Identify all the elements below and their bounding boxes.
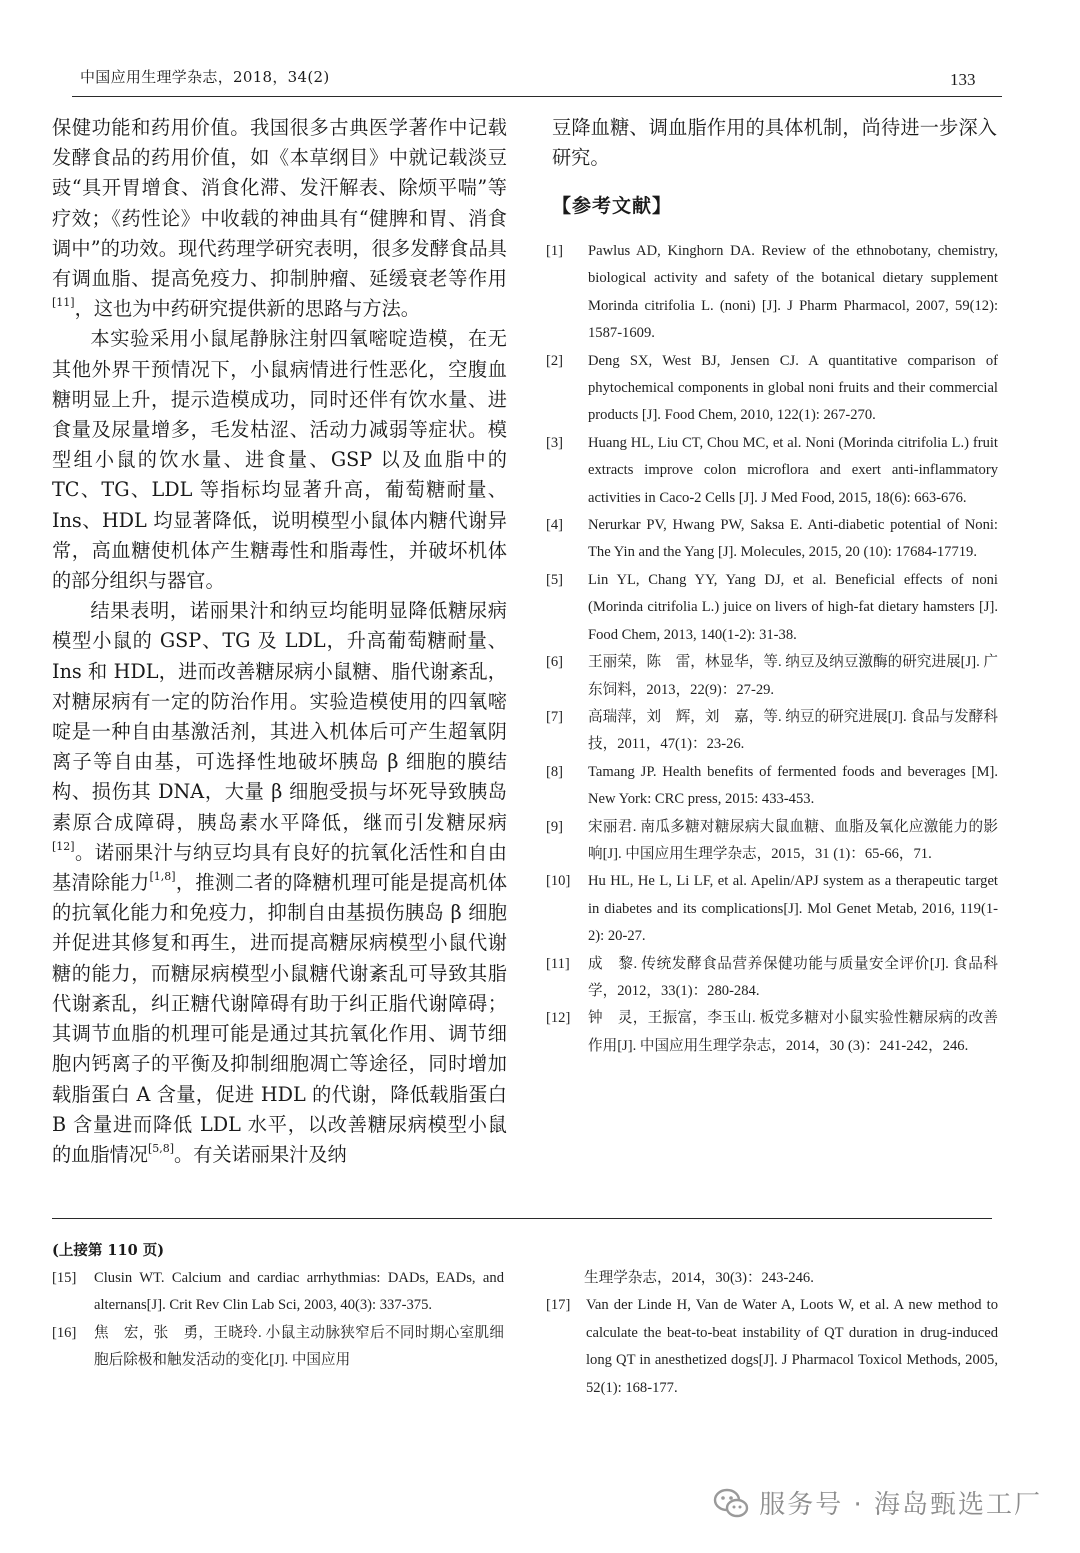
journal-header: 中国应用生理学杂志，2018，34(2)	[80, 68, 330, 86]
reference-text: Tamang JP. Health benefits of fermented foods and beverages [M]. New York: CRC press, 2015: 433-453.	[588, 763, 998, 808]
reference-text: 高瑞萍，刘 辉，刘 嘉，等. 纳豆的研究进展[J]. 食品与发酵科技，2011，47(1)：23-26.	[588, 708, 998, 753]
reference-number: [3]	[546, 434, 564, 451]
reference-item	[546, 649, 998, 704]
reference-number: [17]	[546, 1297, 571, 1314]
reference-item	[546, 951, 998, 1006]
right-column-text	[552, 113, 997, 173]
paragraph-1	[52, 113, 507, 324]
citation: [5,8]	[147, 1141, 175, 1155]
reference-number: [8]	[546, 763, 564, 780]
reference-item	[52, 1320, 504, 1375]
paragraph-3-mid: 。诺丽果汁与纳豆均具有良好的抗氧化活性和自由基清除能力	[52, 840, 507, 895]
reference-text: Huang HL, Liu CT, Chou MC, et al. Noni (Morinda citrifolia L.) fruit extracts improve colon microflora and exert anti-inflammatory activities in Caco-2 Cells [J]. J Med Food, 2015, 18(6): 663-676.	[588, 434, 998, 506]
reference-number: [12]	[546, 1010, 571, 1027]
reference-item	[546, 238, 998, 348]
paragraph-2: 本实验采用小鼠尾静脉注射四氧嘧啶造模，在无其他外界干预情况下，小鼠病情进行性恶化，空腹血糖明显上升，提示造模成功，同时还伴有饮水量、进食量及尿量增多，毛发枯涩、活动力减弱等症状。模型组小鼠的饮水量、进食量、GSP 以及血脂中的 TC、TG、LDL 等指标均显著升高，葡萄糖耐量、Ins、HDL 均显著降低，说明模型小鼠体内糖代谢异常，高血糖使机体产生糖毒性和脂毒性，并破坏机体的部分组织与器官。	[52, 327, 507, 593]
citation: [1,8]	[149, 870, 176, 884]
reference-item	[52, 1265, 504, 1320]
paragraph-4: 豆降血糖、调血脂作用的具体机制，尚待进一步深入研究。	[552, 116, 997, 170]
paragraph-3-mid2: ，推测二者的降糖机理可能是提高机体的抗氧化能力和免疫力，抑制自由基损伤胰岛 β 细胞并促进其修复和再生，进而提高糖尿病模型小鼠代谢糖的能力，而糖尿病模型小鼠糖代谢紊乱可导致其脂代谢紊乱，纠正糖代谢障碍有助于纠正脂代谢障碍；其调节血脂的机理可能是通过其抗氧化作用、调节细胞内钙离子的平衡及抑制细胞凋亡等途径，同时增加载脂蛋白 A 含量，促进 HDL 的代谢，降低载脂蛋白 B 含量进而降低 LDL 水平，以改善糖尿病模型小鼠的血脂情况	[52, 871, 508, 1166]
reference-item	[546, 512, 998, 567]
watermark	[713, 1484, 1042, 1521]
paragraph-1-text: 保健功能和药用价值。我国很多古典医学著作中记载发酵食品的药用价值，如《本草纲目》中就记载淡豆豉“具开胃增食、消食化滞、发汗解表、除烦平喘”等疗效；《药性论》中收载的神曲具有“健脾和胃、消食调中”的功效。现代药理学研究表明，很多发酵食品具有调血脂、提高免疫力、抑制肿瘤、延缓衰老等作用	[52, 116, 507, 291]
reference-item	[546, 814, 998, 869]
reference-item	[546, 430, 998, 512]
reference-number: [16]	[52, 1324, 77, 1341]
continued-text: 生理学杂志，2014，30(3)：243-246.	[584, 1270, 814, 1286]
continued-refs-right-list	[546, 1292, 998, 1402]
reference-number: [10]	[546, 873, 571, 890]
reference-text: 王丽荣，陈 雷，林显华，等. 纳豆及纳豆激酶的研究进展[J]. 广东饲料，2013，22(9)：27-29.	[588, 654, 998, 698]
reference-text: 成 黎. 传统发酵食品营养保健功能与质量安全评价[J]. 食品科学，2012，33(1)：280-284.	[588, 955, 998, 999]
continued-refs-right	[546, 1265, 998, 1402]
paragraph-3-tail: 。有关诺丽果汁及纳	[174, 1142, 347, 1166]
wechat-icon	[713, 1485, 749, 1521]
reference-text: Clusin WT. Calcium and cardiac arrhythmias: DADs, EADs, and alternans[J]. Crit Rev Clin Lab Sci, 2003, 40(3): 337-375.	[94, 1270, 504, 1314]
reference-text: 钟 灵，王振富，李玉山. 板党多糖对小鼠实验性糖尿病的改善作用[J]. 中国应用生理学杂志，2014，30 (3)：241-242，246.	[588, 1010, 998, 1054]
reference-number: [6]	[546, 654, 564, 671]
reference-text: Lin YL, Chang YY, Yang DJ, et al. Beneficial effects of noni (Morinda citrifolia L.) juice on livers of high-fat dietary hamsters [J]. Food Chem, 2013, 140(1-2): 31-38.	[588, 571, 998, 643]
reference-item	[546, 868, 998, 950]
reference-text: Deng SX, West BJ, Jensen CJ. A quantitative comparison of phytochemical components in global noni fruits and their commercial products [J]. Food Chem, 2010, 122(1): 267-270.	[588, 352, 998, 424]
paragraph-1-tail: ，这也为中药研究提供新的思路与方法。	[74, 297, 420, 321]
citation: [12]	[52, 839, 75, 853]
reference-number: [2]	[546, 352, 564, 369]
reference-number: [4]	[546, 517, 564, 534]
reference-item	[546, 1005, 998, 1060]
reference-number: [5]	[546, 571, 564, 588]
reference-number: [1]	[546, 243, 564, 259]
reference-item	[546, 704, 998, 759]
reference-item	[546, 759, 998, 814]
reference-text: Pawlus AD, Kinghorn DA. Review of the ethnobotany, chemistry, biological activity and safety of the botanical dietary supplement Morinda citrifolia L. (noni) [J]. J Pharm Pharmacol, 2007, 59(12): 1587-1609.	[588, 243, 998, 342]
watermark-text: 服务号 · 海岛甄选工厂	[759, 1490, 1042, 1520]
header-rule	[72, 96, 1002, 97]
continued-label: (上接第 110 页)	[52, 1242, 165, 1259]
reference-number: [15]	[52, 1270, 77, 1286]
reference-text: 宋丽君. 南瓜多糖对糖尿病大鼠血糖、血脂及氧化应激能力的影响[J]. 中国应用生理学杂志，2015，31 (1)：65-66，71.	[588, 818, 998, 862]
reference-text: Hu HL, He L, Li LF, et al. Apelin/APJ system as a therapeutic target in diabetes and its complications[J]. Mol Genet Metab, 2016, 119(1-2): 20-27.	[588, 873, 998, 945]
references-list	[546, 238, 998, 1060]
reference-number: [11]	[546, 955, 570, 972]
reference-number: [7]	[546, 708, 564, 725]
reference-text: Van der Linde H, Van de Water A, Loots W, et al. A new method to calculate the beat-to-beat instability of QT duration in drug-induced long QT in anesthetized dogs[J]. J Pharmacol Toxicol Methods, 2005, 52(1): 168-177.	[586, 1297, 998, 1396]
footer-rule	[52, 1218, 992, 1219]
paragraph-3	[52, 596, 507, 1170]
paragraph-3-text: 结果表明，诺丽果汁和纳豆均能明显降低糖尿病模型小鼠的 GSP、TG 及 LDL，升高葡萄糖耐量、Ins 和 HDL，进而改善糖尿病小鼠糖、脂代谢紊乱，对糖尿病有一定的防治作用。实验造模使用的四氧嘧啶是一种自由基激活剂，其进入机体后可产生超氧阴离子等自由基，可选择性地破坏胰岛 β 细胞的膜结构、损伤其 DNA，大量 β 细胞受损与坏死导致胰岛素原合成障碍，胰岛素水平降低，继而引发糖尿病	[52, 599, 507, 834]
continued-refs-left	[52, 1265, 504, 1375]
reference-item	[546, 567, 998, 649]
left-column	[52, 113, 507, 1170]
reference-text: 焦 宏，张 勇，王晓玲. 小鼠主动脉狭窄后不同时期心室肌细胞后除极和触发活动的变化[J]. 中国应用	[94, 1324, 504, 1369]
reference-text: Nerurkar PV, Hwang PW, Saksa E. Anti-diabetic potential of Noni: The Yin and the Yang [J]. Molecules, 2015, 20 (10): 17684-17719.	[588, 517, 998, 561]
reference-number: [9]	[546, 818, 564, 835]
page-number: 133	[950, 70, 976, 89]
references-title: 【参考文献】	[552, 195, 673, 217]
citation: [11]	[52, 296, 75, 310]
reference-item	[546, 1292, 998, 1402]
reference-item	[546, 348, 998, 430]
